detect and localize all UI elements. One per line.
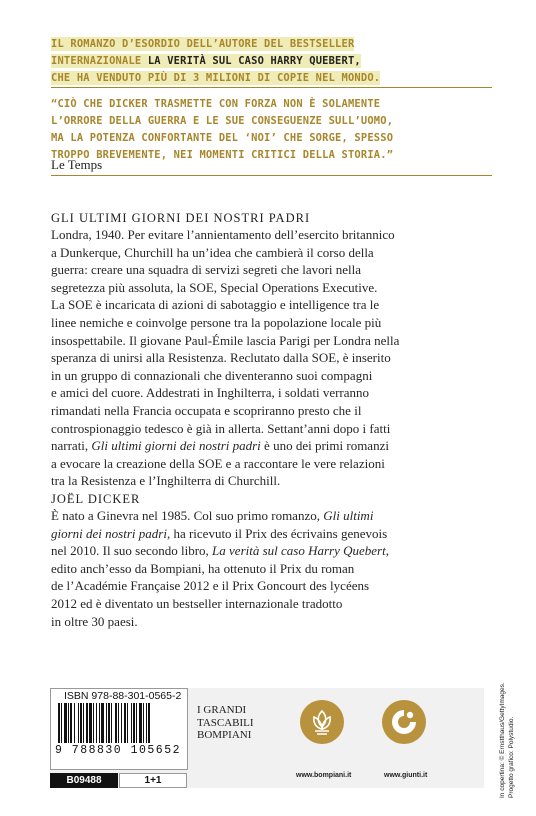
synopsis-text xyxy=(51,226,501,490)
quote-line: “CIÒ CHE DICKER TRASMETTE CON FORZA NON È SOLAMENTE xyxy=(51,98,381,110)
text-line: tra la Resistenza e l’Inghilterra di Churchill. xyxy=(51,473,281,489)
text-line: controspionaggio tedesco è già in allerta. Settant’anni dopo i fatti xyxy=(51,420,391,436)
text-line: Londra, 1940. Per evitare l’annientamento dell’esercito britannico xyxy=(51,227,395,242)
product-code: B09488 xyxy=(50,773,118,788)
cover-credits xyxy=(498,682,528,798)
text-line: rimandati nella Francia occupata e scopriranno presto che il xyxy=(51,402,362,418)
text-line: insospettabile. Il giovane Paul-Émile lascia Parigi per Londra nella xyxy=(51,332,400,348)
text-line: 2012 ed è diventato un bestseller internazionale tradotto xyxy=(51,595,343,611)
synopsis-heading: GLI ULTIMI GIORNI DEI NOSTRI PADRI xyxy=(51,211,311,225)
blurb-bestseller xyxy=(51,36,491,87)
ean-number: 9 788830 105652 xyxy=(52,744,184,757)
text-line: in un gruppo di connazionali che diventeranno suoi compagni xyxy=(51,367,373,383)
quote-line: TROPPO BREVEMENTE, NEI MOMENTI CRITICI DELLA STORIA.” xyxy=(51,149,394,161)
series-line: TASCABILI xyxy=(197,716,254,729)
giunti-logo-icon xyxy=(382,700,426,744)
text-line: segretezza più assoluta, la SOE, Special Operations Executive. xyxy=(51,279,378,295)
barcode-icon xyxy=(56,703,180,747)
text-line: nel 2010. Il suo secondo libro, La verità sul caso Harry Quebert, xyxy=(51,543,389,559)
press-quote xyxy=(51,96,491,164)
series-line: BOMPIANI xyxy=(197,729,252,741)
series-line: I GRANDI xyxy=(197,704,247,716)
text-line: a evocare la creazione della SOE e a raccontare le vere relazioni xyxy=(51,455,385,471)
author-bio xyxy=(51,507,501,630)
text-line: guerra: creare una squadra di servizi segreti che lavori nella xyxy=(51,262,362,278)
giunti-url: www.giunti.it xyxy=(384,772,428,779)
bompiani-url: www.bompiani.it xyxy=(296,772,352,779)
bompiani-logo-icon xyxy=(300,700,344,744)
product-codes xyxy=(50,773,186,788)
blurb-line: IL ROMANZO D’ESORDIO DELL’AUTORE DEL BESTSELLER xyxy=(51,38,355,50)
isbn-number: ISBN 978-88-301-0565-2 xyxy=(64,690,182,702)
text-line: speranza di unirsi alla Resistenza. Reclutato dalla SOE, è inserito xyxy=(51,350,391,366)
text-line: linee nemiche e coinvolge persone tra la popolazione locale più xyxy=(51,314,382,330)
author-heading: JOËL DICKER xyxy=(51,492,141,506)
text-line: a Dunkerque, Churchill ha un’idea che cambierà il corso della xyxy=(51,244,374,260)
text-line: in oltre 30 paesi. xyxy=(51,613,138,629)
text-line: edito anch’esso da Bompiani, ha ottenuto il Prix du roman xyxy=(51,560,355,576)
divider xyxy=(51,87,492,88)
text-line: La SOE è incaricata di azioni di sabotaggio e intelligence tra le xyxy=(51,297,380,313)
quote-source: Le Temps xyxy=(51,157,103,172)
series-name xyxy=(197,704,285,742)
text-line: giorni dei nostri padri, ha ricevuto il Prix des écrivains genevois xyxy=(51,525,388,541)
divider xyxy=(51,175,492,176)
credit-line: Progetto grafico: Polystudio. xyxy=(508,716,515,798)
text-line: de l’Académie Française 2012 e il Prix Goncourt des lycéens xyxy=(51,578,370,594)
quote-line: L’ORRORE DELLA GUERRA E LE SUE CONSEGUENZE SULL’UOMO, xyxy=(51,115,394,127)
blurb-line: INTERNAZIONALE LA VERITÀ SUL CASO HARRY QUEBERT, xyxy=(51,55,361,67)
quote-line: MA LA POTENZA CONFORTANTE DEL ‘NOI’ CHE SORGE, SPESSO xyxy=(51,132,394,144)
credit-line: In copertina: © Ernstthaus/GettyImages. xyxy=(499,682,506,798)
text-line: e amici del cuore. Addestrati in Inghilterra, i soldati verranno xyxy=(51,385,370,401)
text-line: È nato a Ginevra nel 1985. Col suo primo romanzo, Gli ultimi xyxy=(51,508,374,523)
blurb-line: CHE HA VENDUTO PIÙ DI 3 MILIONI DI COPIE NEL MONDO. xyxy=(51,72,381,84)
edition-code: 1+1 xyxy=(119,773,187,788)
text-line: narrati, Gli ultimi giorni dei nostri padri è uno dei primi romanzi xyxy=(51,438,389,454)
